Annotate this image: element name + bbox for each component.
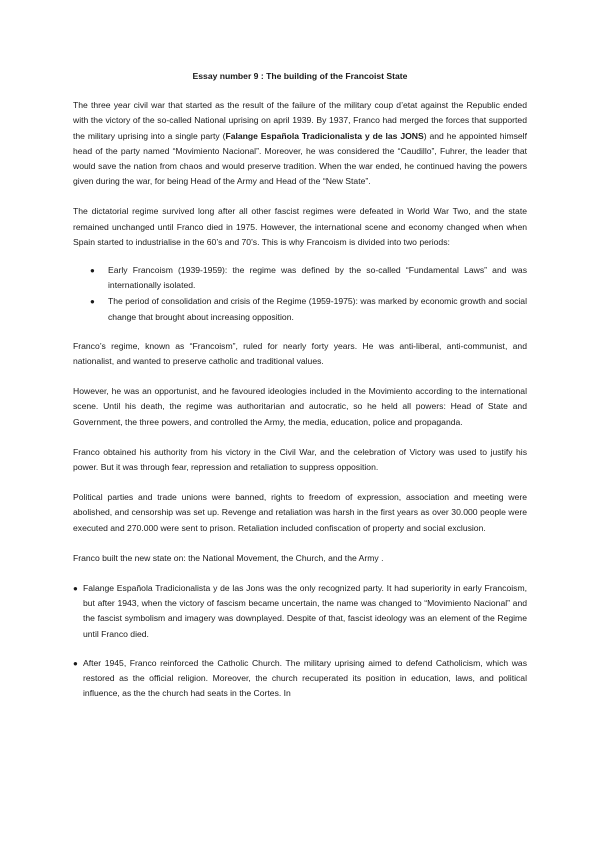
party-name-bold: Falange Española Tradicionalista y de las JONS xyxy=(225,130,424,141)
paragraph-repression: Political parties and trade unions were banned, rights to freedom of expression, association and meeting were abolished, and censorship was set up. Revenge and retaliation was harsh in the first years as over 30.000 people were executed and 270.000 were sent to prison. Retaliation included confiscation of property and social exclusion. xyxy=(73,492,527,533)
list-item-text: Early Francoism (1939-1959): the regime was defined by the so-called “Fundamental Laws” and was internationally isolated. xyxy=(108,265,527,291)
list-item xyxy=(73,656,527,702)
bullet-icon: ● xyxy=(90,297,95,307)
list-item xyxy=(73,581,527,642)
paragraph-pillars-intro: Franco built the new state on: the National Movement, the Church, and the Army . xyxy=(73,552,384,563)
list-item-text: Falange Española Tradicionalista y de las Jons was the only recognized party. It had superiority in early Francoism, but after 1943, when the victory of fascism became uncertain, the name was changed to “Movimiento Nacional” and the fascist symbolism and imagery was downplayed. Despite of that, fascist ideology was an element of the Regime until Franco died. xyxy=(83,583,527,639)
list-item-text: After 1945, Franco reinforced the Catholic Church. The military uprising aimed to defend Catholicism, which was restored as the official religion. Moreover, the church recuperated its position in education, laws, and political influence, as the the church had seats in the Cortes. In xyxy=(83,657,527,699)
intro-text-end: ) and he appointed himself head of the party named “Movimiento Nacional”. Moreover, he was considered the “Caudillo”, Fuhrer, the leader that would save the nation from chaos and would preserve tradition. When the war ended, he continued having the powers given during the war, for being Head of the Army and Head of the “New State”. xyxy=(73,130,527,187)
paragraph-periods-intro: The dictatorial regime survived long after all other fascist regimes were defeated in World War Two, and the state remained unchanged until Franco died in 1975. However, the international scene and economy changed when when Spain started to industrialise in the 60’s and 70’s. This is why Francoism is divided into two periods: xyxy=(73,206,527,247)
paragraph-intro xyxy=(73,98,527,189)
bullet-icon: ● xyxy=(73,658,78,668)
periods-list xyxy=(73,263,527,325)
list-item-text: The period of consolidation and crisis of the Regime (1959-1975): was marked by economic growth and social change that brought about increasing opposition. xyxy=(108,296,527,322)
essay-body xyxy=(73,69,527,716)
list-item xyxy=(90,294,527,324)
pillars-list xyxy=(73,581,527,701)
bullet-icon: ● xyxy=(90,266,95,276)
paragraph-opportunist: However, he was an opportunist, and he favoured ideologies included in the Movimiento according to the international scene. Until his death, the regime was authoritarian and autocratic, so he held all powers: Head of State and Government, the three powers, and controlled the Army, the media, education, police and propaganda. xyxy=(73,386,527,427)
bullet-icon: ● xyxy=(73,584,78,594)
paragraph-regime: Franco’s regime, known as “Francoism”, ruled for nearly forty years. He was anti-liberal, anti-communist, and nationalist, and wanted to preserve catholic and traditional values. xyxy=(73,340,527,367)
page-title: Essay number 9 : The building of the Francoist State xyxy=(192,71,408,81)
list-item xyxy=(90,263,527,293)
paragraph-authority: Franco obtained his authority from his victory in the Civil War, and the celebration of Victory was used to justify his power. But it was through fear, repression and retaliation to suppress opposition. xyxy=(73,446,527,473)
intro-text-start: The three year civil war that started as the result of the failure of the military coup d’etat against the Republic ended with the victory of the so-called National uprising on april 1939. By 1937, Franco had merged the forces that supported the military uprising into a single party ( xyxy=(73,100,527,141)
